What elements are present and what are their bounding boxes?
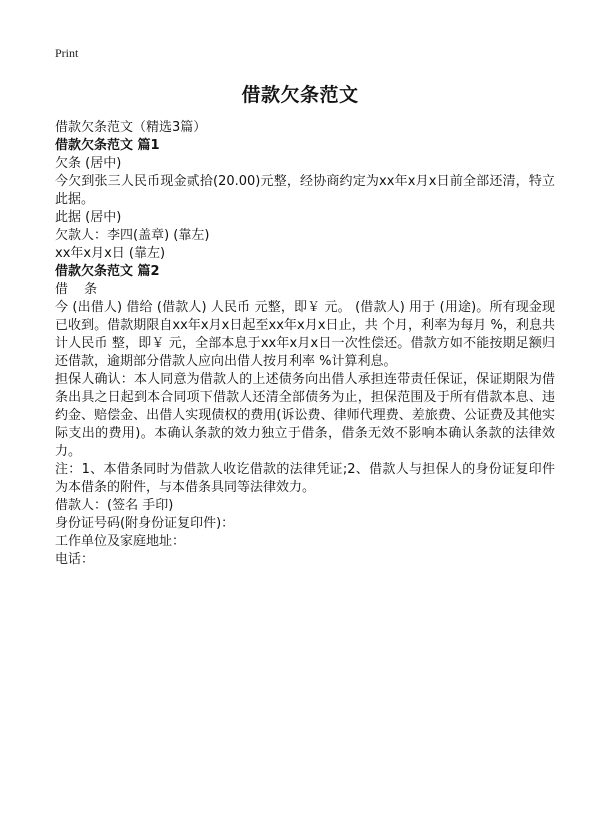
document-subtitle: 借款欠条范文（精选3篇）	[55, 120, 207, 135]
article-1-body: 今欠到张三人民币现金贰拾(20.00)元整，经协商约定为xx年x月x日前全部还清，特立此据。	[55, 174, 555, 207]
article-1-label: 欠条 (居中)	[55, 156, 122, 171]
print-label: Print	[55, 46, 79, 60]
article-2-borrower: 借款人：(签名 手印)	[55, 498, 174, 513]
article-1-date: xx年x月x日 (靠左)	[55, 246, 166, 261]
article-2-phone: 电话：	[55, 552, 95, 567]
article-2-note: 注：1、本借条同时为借款人收讫借款的法律凭证;2、借款人与担保人的身份证复印件为本借条的附件，与本借条具同等法律效力。	[55, 462, 555, 495]
article-1-heading: 借款欠条范文 篇1	[55, 138, 160, 153]
article-2-id-number: 身份证号码(附身份证复印件)：	[55, 516, 235, 531]
article-1-debtor: 欠款人：李四(盖章) (靠左)	[55, 228, 210, 243]
article-1-closing: 此据 (居中)	[55, 210, 122, 225]
article-2-address: 工作单位及家庭地址：	[55, 534, 186, 549]
article-2-heading: 借款欠条范文 篇2	[55, 264, 160, 279]
article-2-label: 借 条	[55, 282, 104, 297]
document-title: 借款欠条范文	[241, 84, 359, 106]
article-2-loan-terms: 今 (出借人) 借给 (借款人) 人民币 元整，即￥ 元。 (借款人) 用于 (用途)。所有现金现已收到。借款期限自xx年x月x日起至xx年x月x日止，共 个月，利率为每月 %，利息共计人民币 整，即￥ 元，全部本息于xx年x月x日一次性偿还。借款方如不能按期足额归还借款，逾期部分借款人应向出借人按月利率 %计算利息。	[55, 300, 556, 369]
article-2-guarantor-confirmation: 担保人确认：本人同意为借款人的上述债务向出借人承担连带责任保证，保证期限为借条出具之日起到本合同项下借款人还清全部债务为止，担保范围及于所有借款本息、违约金、赔偿金、出借人实现债权的费用(诉讼费、律师代理费、差旅费、公证费及其他实际支出的费用)。本确认条款的效力独立于借条，借条无效不影响本确认条款的法律效力。	[55, 372, 555, 459]
document-body	[55, 119, 555, 569]
